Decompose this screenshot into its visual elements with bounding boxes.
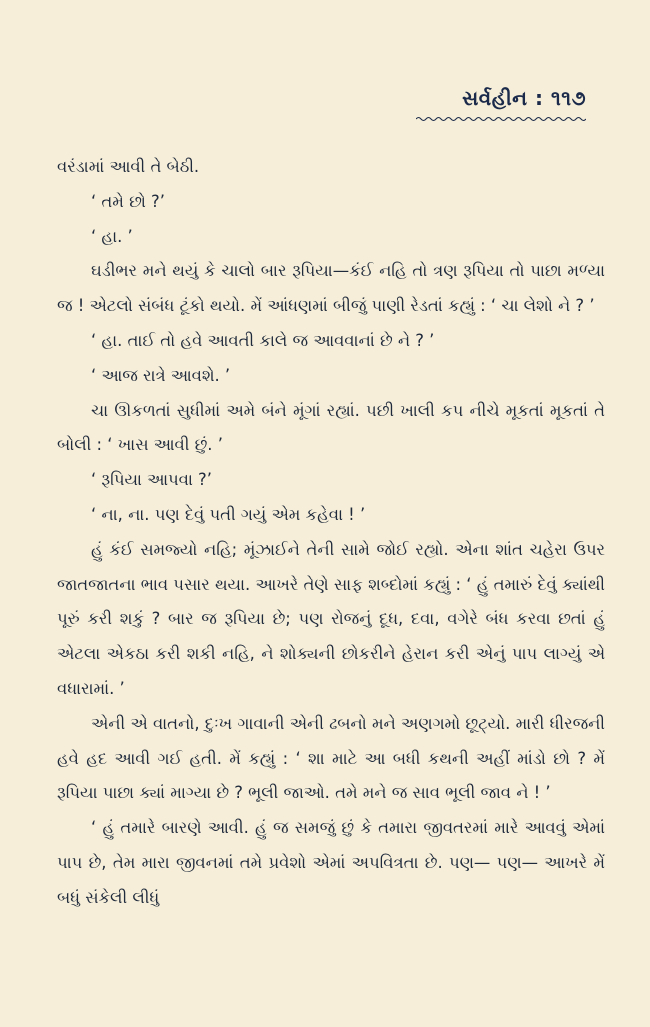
body-text xyxy=(57,150,605,916)
paragraph: ‘ આજ રાત્રે આવશે. ’ xyxy=(91,365,231,385)
paragraph: ‘ રૂપિયા આપવા ?’ xyxy=(91,470,212,490)
paragraph: ‘ હા. ’ xyxy=(91,226,133,246)
paragraph: ‘ હા. તાઈ તો હવે આવતી કાલે જ આવવાનાં છે ને ? ’ xyxy=(91,330,435,350)
wavy-underline xyxy=(416,116,586,122)
paragraph: હું કંઈ સમજ્યો નહિ; મૂંઝાઈને તેની સામે જોઈ રહ્યો. એના શાંત ચહેરા ઉપર જાતજાતના ભાવ પસાર થયા. આખરે તેણે સાફ શબ્દોમાં કહ્યું : ‘ હું તમારું દેવું ક્યાંથી પૂરું કરી શકું ? બાર જ રૂપિયા છે; પણ રોજનું દૂધ, દવા, વગેરે બંધ કરવા છતાં હું એટલા એકઠા કરી શકી નહિ, ને શોક્યની છોકરીને હેરાન કરી એનું પાપ લાગ્યું એ વધારામાં. ’ xyxy=(57,539,605,698)
paragraph: ‘ ના, ના. પણ દેવું પતી ગયું એમ કહેવા ! ’ xyxy=(91,504,366,524)
running-title: સર્વહીન : ૧૧૭ xyxy=(462,86,586,110)
paragraph: ઘડીભર મને થયું કે ચાલો બાર રૂપિયા—કંઈ નહિ તો ત્રણ રૂપિયા તો પાછા મળ્યા જ ! એટલો સંબંધ ટૂંકો થયો. મેં આંધણમાં બીજું પાણી રેડતાં કહ્યું : ‘ ચા લેશો ને ? ’ xyxy=(57,261,605,316)
running-header xyxy=(416,86,586,122)
paragraph: એની એ વાતનો, દુઃખ ગાવાની એની ઢબનો મને અણગમો છૂટ્યો. મારી ધીરજની હવે હદ આવી ગઈ હતી. મેં કહ્યું : ‘ શા માટે આ બધી કથની અહીં માંડો છો ? મેં રૂપિયા પાછા ક્યાં માગ્યા છે ? ભૂલી જાઓ. તમે મને જ સાવ ભૂલી જાવ ને ! ’ xyxy=(57,713,605,803)
paragraph: ‘ તમે છો ?’ xyxy=(91,191,165,211)
paragraph: વરંડામાં આવી તે બેઠી. xyxy=(57,157,200,176)
paragraph: ચા ઊકળતાં સુધીમાં અમે બંને મૂંગાં રહ્યાં. પછી ખાલી કપ નીચે મૂકતાં મૂકતાં તે બોલી : ‘ ખાસ આવી છું. ’ xyxy=(57,400,605,455)
paragraph: ‘ હું તમારે બારણે આવી. હું જ સમજું છું કે તમારા જીવતરમાં મારે આવવું એમાં પાપ છે, તેમ મારા જીવનમાં તમે પ્રવેશો એમાં અપવિત્રતા છે. પણ— પણ— આખરે મેં બધું સંકેલી લીધું xyxy=(57,818,605,907)
